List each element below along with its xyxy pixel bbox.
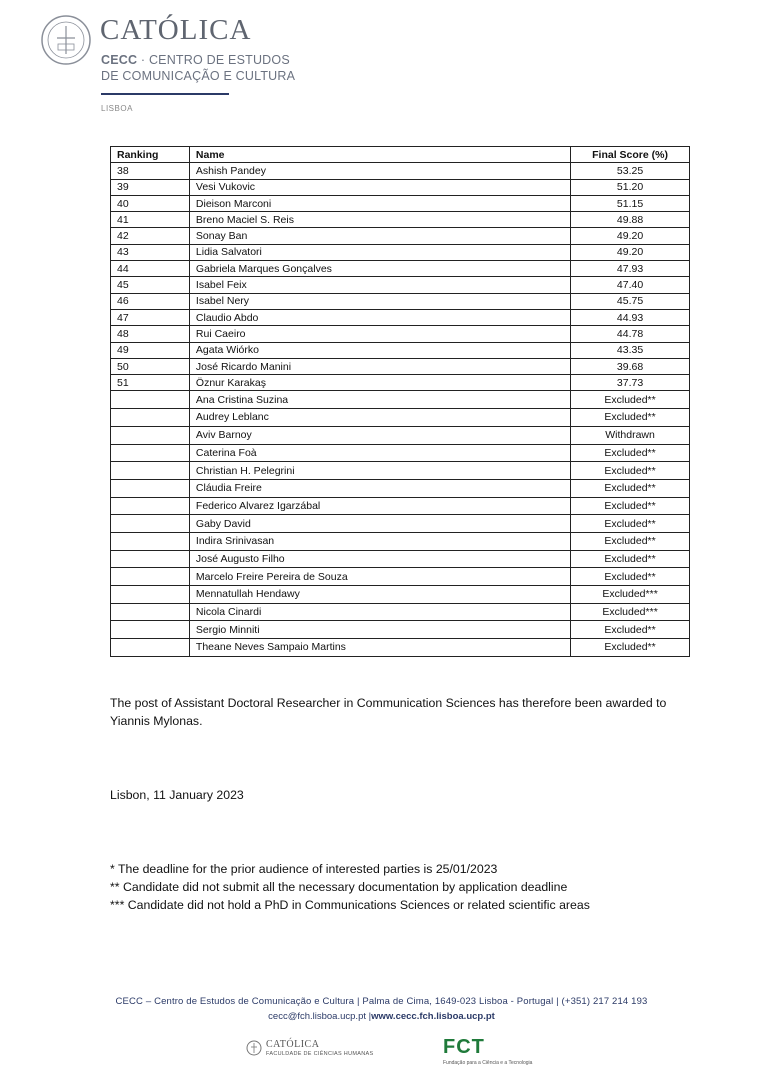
cell-status: Excluded** — [571, 497, 690, 515]
cell-ranking — [111, 639, 190, 657]
cell-score: 44.78 — [571, 326, 690, 342]
footnote-3: *** Candidate did not hold a PhD in Communications Sciences or related scientific areas — [110, 898, 590, 912]
cell-name: Öznur Karakaş — [189, 375, 570, 391]
cell-score: 47.93 — [571, 261, 690, 277]
footnote-1: * The deadline for the prior audience of interested parties is 25/01/2023 — [110, 862, 498, 876]
cell-ranking: 39 — [111, 179, 190, 195]
table-row — [111, 462, 690, 480]
cell-status: Excluded** — [571, 409, 690, 427]
table-row — [111, 586, 690, 604]
cell-score: 49.88 — [571, 212, 690, 228]
cell-status: Excluded** — [571, 550, 690, 568]
faculty-logo-sub: FACULDADE DE CIÊNCIAS HUMANAS — [266, 1051, 374, 1057]
cell-ranking — [111, 409, 190, 427]
cell-ranking: 51 — [111, 375, 190, 391]
center-code: CECC — [101, 53, 138, 67]
cell-name: Ashish Pandey — [189, 163, 570, 179]
footer-email[interactable]: cecc@fch.lisboa.ucp.pt — [268, 1011, 366, 1022]
cell-name: Gaby David — [189, 515, 570, 533]
cell-ranking — [111, 532, 190, 550]
cell-ranking — [111, 497, 190, 515]
cell-score: 49.20 — [571, 228, 690, 244]
cell-ranking — [111, 621, 190, 639]
table-row — [111, 293, 690, 309]
cell-name: Audrey Leblanc — [189, 409, 570, 427]
header-ranking: Ranking — [111, 147, 190, 163]
center-line2: DE COMUNICAÇÃO E CULTURA — [101, 69, 296, 83]
table-row — [111, 409, 690, 427]
faculty-seal-icon — [246, 1040, 262, 1056]
cell-name: Breno Maciel S. Reis — [189, 212, 570, 228]
cell-ranking: 49 — [111, 342, 190, 358]
table-row — [111, 532, 690, 550]
table-row — [111, 479, 690, 497]
cell-name: Dieison Marconi — [189, 195, 570, 211]
center-line1: · CENTRO DE ESTUDOS — [140, 53, 290, 67]
cell-name: Vesi Vukovic — [189, 179, 570, 195]
cell-score: 47.40 — [571, 277, 690, 293]
footnote-2: ** Candidate did not submit all the necessary documentation by application deadline — [110, 880, 568, 894]
cell-ranking: 47 — [111, 309, 190, 325]
cell-status: Excluded** — [571, 391, 690, 409]
cell-score: 45.75 — [571, 293, 690, 309]
cell-name: Isabel Feix — [189, 277, 570, 293]
cell-name: Theane Neves Sampaio Martins — [189, 639, 570, 657]
table-row — [111, 261, 690, 277]
footer-contact — [0, 1011, 763, 1022]
cell-status: Excluded** — [571, 462, 690, 480]
cell-ranking: 40 — [111, 195, 190, 211]
table-row — [111, 277, 690, 293]
cell-name: Caterina Foà — [189, 444, 570, 462]
footer-website[interactable]: www.cecc.fch.lisboa.ucp.pt — [371, 1011, 495, 1022]
document-date: Lisbon, 11 January 2023 — [110, 788, 244, 802]
cell-ranking — [111, 444, 190, 462]
cell-ranking: 43 — [111, 244, 190, 260]
cell-ranking — [111, 603, 190, 621]
cell-ranking: 48 — [111, 326, 190, 342]
cell-name: Mennatullah Hendawy — [189, 586, 570, 604]
cell-name: Nicola Cinardi — [189, 603, 570, 621]
cell-score: 39.68 — [571, 358, 690, 374]
cell-ranking — [111, 462, 190, 480]
cell-name: Aviv Barnoy — [189, 426, 570, 444]
cell-ranking: 42 — [111, 228, 190, 244]
cell-name: Indira Srinivasan — [189, 532, 570, 550]
footer-separator: | — [366, 1011, 372, 1022]
brand-name: CATÓLICA — [100, 14, 252, 46]
cell-ranking: 45 — [111, 277, 190, 293]
cell-status: Excluded*** — [571, 603, 690, 621]
table-row — [111, 568, 690, 586]
table-row — [111, 163, 690, 179]
table-row — [111, 195, 690, 211]
cell-score: 51.15 — [571, 195, 690, 211]
table-row — [111, 179, 690, 195]
cell-name: Rui Caeiro — [189, 326, 570, 342]
table-row — [111, 244, 690, 260]
header-name: Name — [189, 147, 570, 163]
header-city: LISBOA — [101, 104, 133, 113]
cell-ranking — [111, 515, 190, 533]
cell-status: Excluded** — [571, 532, 690, 550]
table-row — [111, 342, 690, 358]
results-table — [110, 146, 690, 657]
cell-ranking — [111, 586, 190, 604]
cell-score: 49.20 — [571, 244, 690, 260]
fct-logo-sub: Fundação para a Ciência e a Tecnologia — [443, 1060, 533, 1066]
cell-status: Excluded** — [571, 444, 690, 462]
table-row — [111, 639, 690, 657]
table-row — [111, 603, 690, 621]
cell-ranking — [111, 426, 190, 444]
cell-score: 53.25 — [571, 163, 690, 179]
cell-name: José Augusto Filho — [189, 550, 570, 568]
cell-status: Withdrawn — [571, 426, 690, 444]
results-table-body — [111, 163, 690, 656]
cell-ranking: 50 — [111, 358, 190, 374]
table-row — [111, 497, 690, 515]
cell-name: Ana Cristina Suzina — [189, 391, 570, 409]
table-row — [111, 426, 690, 444]
table-row — [111, 444, 690, 462]
cell-name: Isabel Nery — [189, 293, 570, 309]
cell-ranking — [111, 568, 190, 586]
cell-name: Christian H. Pelegrini — [189, 462, 570, 480]
cell-ranking: 41 — [111, 212, 190, 228]
cell-name: Sergio Minniti — [189, 621, 570, 639]
header-rule — [101, 93, 229, 95]
faculty-logo-name: CATÓLICA — [266, 1039, 320, 1050]
header-score: Final Score (%) — [571, 147, 690, 163]
cell-ranking — [111, 550, 190, 568]
footer-address: CECC – Centro de Estudos de Comunicação e Cultura | Palma de Cima, 1649-023 Lisboa - Portugal | (+351) 217 214 193 — [115, 996, 648, 1007]
cell-ranking: 46 — [111, 293, 190, 309]
cell-name: José Ricardo Manini — [189, 358, 570, 374]
cell-ranking — [111, 479, 190, 497]
cell-status: Excluded** — [571, 639, 690, 657]
cell-name: Claudio Abdo — [189, 309, 570, 325]
table-row — [111, 515, 690, 533]
cell-status: Excluded** — [571, 621, 690, 639]
table-row — [111, 326, 690, 342]
cell-name: Lidia Salvatori — [189, 244, 570, 260]
table-row — [111, 212, 690, 228]
cell-score: 44.93 — [571, 309, 690, 325]
table-header-row — [111, 147, 690, 163]
table-row — [111, 375, 690, 391]
cell-score: 43.35 — [571, 342, 690, 358]
table-row — [111, 358, 690, 374]
table-row — [111, 621, 690, 639]
cell-name: Gabriela Marques Gonçalves — [189, 261, 570, 277]
cell-name: Sonay Ban — [189, 228, 570, 244]
cell-ranking — [111, 391, 190, 409]
cell-score: 37.73 — [571, 375, 690, 391]
cell-name: Cláudia Freire — [189, 479, 570, 497]
cell-status: Excluded*** — [571, 586, 690, 604]
table-row — [111, 550, 690, 568]
award-statement: The post of Assistant Doctoral Researcher in Communication Sciences has therefore been awarded to Yiannis Mylonas. — [110, 696, 667, 728]
cell-ranking: 38 — [111, 163, 190, 179]
cell-score: 51.20 — [571, 179, 690, 195]
cell-status: Excluded** — [571, 515, 690, 533]
cell-name: Agata Wiórko — [189, 342, 570, 358]
research-center-name — [101, 52, 295, 84]
table-row — [111, 391, 690, 409]
cell-name: Federico Alvarez Igarzábal — [189, 497, 570, 515]
university-seal-icon — [40, 14, 92, 66]
table-row — [111, 309, 690, 325]
cell-status: Excluded** — [571, 568, 690, 586]
fct-logo: FCT — [443, 1036, 485, 1058]
cell-name: Marcelo Freire Pereira de Souza — [189, 568, 570, 586]
table-row — [111, 228, 690, 244]
cell-ranking: 44 — [111, 261, 190, 277]
cell-status: Excluded** — [571, 479, 690, 497]
